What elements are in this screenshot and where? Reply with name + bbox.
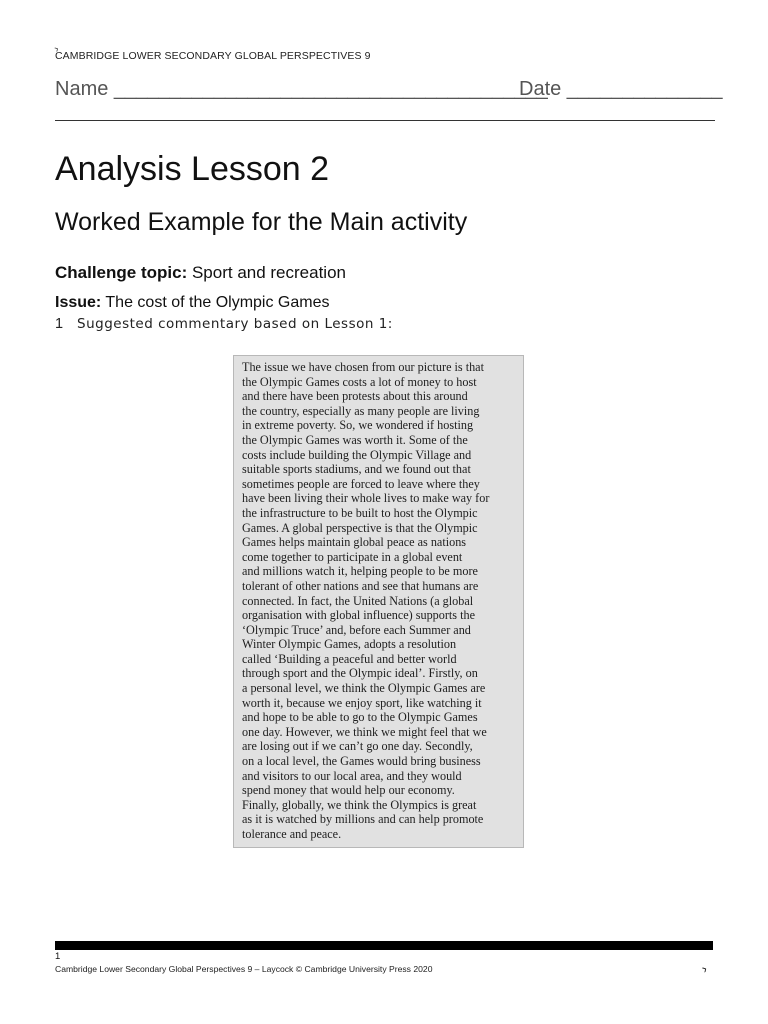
commentary-line: organisation with global influence) supports the — [242, 608, 475, 623]
corner-crop-mark: › — [51, 42, 62, 56]
footer-copyright: Cambridge Lower Secondary Global Perspectives 9 – Laycock © Cambridge University Press 2020 — [55, 964, 433, 974]
footer-bar — [55, 941, 713, 950]
commentary-line: the infrastructure to be built to host the Olympic — [242, 505, 478, 520]
commentary-line: and visitors to our local area, and they would — [242, 768, 462, 783]
commentary-line: tolerant of other nations and see that humans are — [242, 578, 479, 593]
commentary-line: worth it, because we enjoy sport, like watching it — [242, 695, 482, 710]
issue-label: Issue: — [55, 294, 102, 311]
commentary-box — [233, 355, 524, 848]
commentary-line: connected. In fact, the United Nations (a global — [242, 593, 474, 608]
commentary-line: Finally, globally, we think the Olympics is great — [242, 797, 477, 812]
commentary-line: and millions watch it, helping people to be more — [242, 564, 478, 579]
step-item — [55, 316, 393, 332]
name-field: Name _______________________________________ — [55, 78, 548, 100]
commentary-line: as it is watched by millions and can help promote — [242, 812, 484, 827]
challenge-topic-value: Sport and recreation — [187, 263, 346, 282]
commentary-line: Games. A global perspective is that the Olympic — [242, 520, 478, 535]
commentary-line: have been living their whole lives to make way for — [242, 491, 490, 506]
commentary-line: one day. However, we think we might feel that we — [242, 724, 487, 739]
commentary-line: Games helps maintain global peace as nations — [242, 535, 467, 550]
commentary-line: spend money that would help our economy. — [242, 783, 455, 798]
commentary-line: Winter Olympic Games, adopts a resolution — [242, 637, 457, 652]
commentary-line: in extreme poverty. So, we wondered if hosting — [242, 418, 474, 433]
corner-crop-mark-bottom: › — [698, 960, 710, 977]
header-title: CAMBRIDGE LOWER SECONDARY GLOBAL PERSPECTIVES 9 — [55, 50, 371, 62]
commentary-line: sometimes people are forced to leave where they — [242, 476, 480, 491]
commentary-line: are losing out if we can’t go one day. Secondly, — [242, 739, 473, 754]
page-title: Analysis Lesson 2 — [55, 150, 330, 188]
commentary-line: tolerance and peace. — [242, 827, 342, 841]
commentary-line: suitable sports stadiums, and we found out that — [242, 462, 471, 477]
challenge-topic-label: Challenge topic: — [55, 263, 188, 282]
challenge-topic — [55, 263, 346, 283]
page-subtitle: Worked Example for the Main activity — [55, 208, 468, 236]
commentary-line: come together to participate in a global event — [242, 549, 463, 564]
step-number: 1 — [55, 316, 64, 332]
commentary-line: The issue we have chosen from our picture is that — [242, 360, 484, 374]
step-text: Suggested commentary based on Lesson 1: — [77, 316, 393, 332]
commentary-line: the Olympic Games was worth it. Some of the — [242, 432, 468, 447]
commentary-line: called ‘Building a peaceful and better world — [242, 651, 457, 666]
issue-value: The cost of the Olympic Games — [101, 294, 330, 311]
commentary-line: and hope to be able to go to the Olympic Games — [242, 710, 478, 725]
commentary-line: the country, especially as many people are living — [242, 403, 480, 418]
commentary-line: the Olympic Games costs a lot of money to host — [242, 374, 477, 389]
issue — [55, 294, 329, 312]
commentary-line: ‘Olympic Truce’ and, before each Summer and — [242, 622, 471, 637]
header-divider — [55, 120, 715, 121]
date-field: Date ______________ — [519, 78, 723, 100]
commentary-line: costs include building the Olympic Village and — [242, 447, 472, 462]
page-number: 1 — [55, 951, 61, 962]
commentary-line: and there have been protests about this around — [242, 389, 468, 404]
commentary-line: on a local level, the Games would bring business — [242, 754, 481, 769]
commentary-line: a personal level, we think the Olympic Games are — [242, 681, 486, 696]
commentary-line: through sport and the Olympic ideal’. Firstly, on — [242, 666, 478, 681]
